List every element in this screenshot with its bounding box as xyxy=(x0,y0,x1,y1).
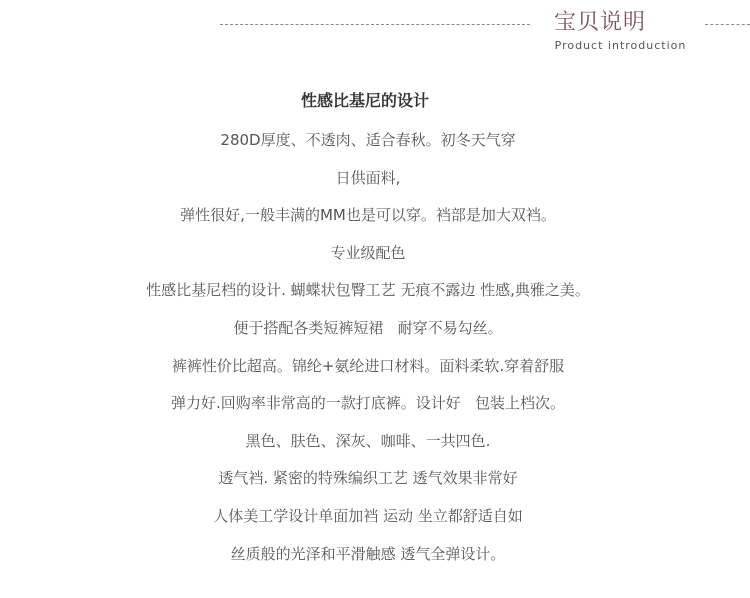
description-line: 人体美工学设计单面加裆 运动 坐立都舒适自如 xyxy=(213,506,523,525)
header-divider-left xyxy=(220,24,530,25)
description-lines xyxy=(0,122,736,573)
product-description xyxy=(0,87,750,573)
description-line: 裤裤性价比超高。锦纶+氨纶进口材料。面料柔软.穿着舒服 xyxy=(171,356,565,375)
description-line: 弹性很好,一般丰满的MM也是可以穿。裆部是加大双裆。 xyxy=(180,206,556,225)
description-line: 黑色、肤色、深灰、咖啡、一共四色. xyxy=(245,431,491,450)
header-divider-right xyxy=(705,24,750,25)
description-line: 透气裆. 紧密的特殊编织工艺 透气效果非常好 xyxy=(218,469,518,488)
description-line: 便于搭配各类短裤短裙 耐穿不易勾丝。 xyxy=(233,318,503,337)
section-title: 宝贝说明 xyxy=(553,10,646,35)
description-line: 日供面料, xyxy=(335,168,401,187)
description-line: 性感比基尼档的设计. 蝴蝶状包臀工艺 无痕不露边 性感,典雅之美。 xyxy=(146,281,590,300)
description-line: 弹力好.回购率非常高的一款打底裤。设计好 包装上档次。 xyxy=(170,394,566,413)
section-subtitle: Product introduction xyxy=(554,39,687,52)
description-heading: 性感比基尼的设计 xyxy=(300,91,429,110)
description-line: 专业级配色 xyxy=(330,243,406,262)
description-line: 280D厚度、不透肉、适合春秋。初冬天气穿 xyxy=(220,131,516,149)
description-line: 丝质般的光泽和平滑触感 透气全弹设计。 xyxy=(230,544,506,563)
section-header xyxy=(0,0,750,60)
